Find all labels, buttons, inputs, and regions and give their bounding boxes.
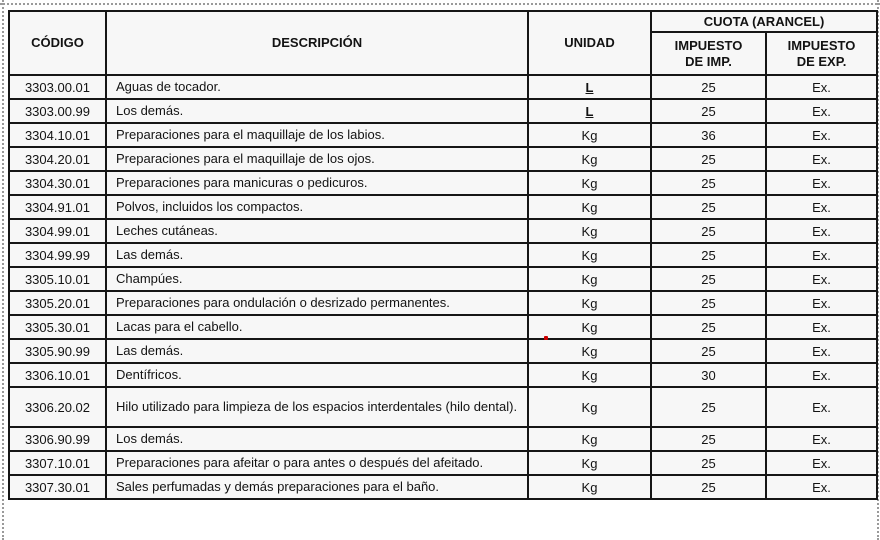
header-codigo: CÓDIGO — [9, 11, 106, 75]
code-cell: 3304.10.01 — [9, 123, 106, 147]
import-duty-cell: 25 — [651, 427, 766, 451]
table-row — [9, 339, 877, 363]
page-boundary-top — [0, 3, 880, 5]
export-duty-cell: Ex. — [766, 427, 877, 451]
red-annotation-dot — [544, 336, 548, 340]
header-descripcion: DESCRIPCIÓN — [106, 11, 528, 75]
import-duty-cell: 25 — [651, 315, 766, 339]
description-cell: Las demás. — [106, 243, 528, 267]
table-row — [9, 123, 877, 147]
export-duty-cell: Ex. — [766, 123, 877, 147]
unit-cell: L — [528, 99, 651, 123]
table-row — [9, 99, 877, 123]
code-cell: 3305.90.99 — [9, 339, 106, 363]
description-cell: Preparaciones para ondulación o desrizado permanentes. — [106, 291, 528, 315]
code-cell: 3306.10.01 — [9, 363, 106, 387]
import-duty-cell: 30 — [651, 363, 766, 387]
export-duty-cell: Ex. — [766, 315, 877, 339]
import-duty-cell: 25 — [651, 171, 766, 195]
table-row — [9, 363, 877, 387]
description-cell: Las demás. — [106, 339, 528, 363]
table-row — [9, 243, 877, 267]
unit-cell: Kg — [528, 219, 651, 243]
import-duty-cell: 25 — [651, 291, 766, 315]
description-cell: Preparaciones para afeitar o para antes o después del afeitado. — [106, 451, 528, 475]
description-cell: Champúes. — [106, 267, 528, 291]
table-row — [9, 387, 877, 427]
code-cell: 3306.90.99 — [9, 427, 106, 451]
unit-cell: Kg — [528, 475, 651, 499]
unit-cell: Kg — [528, 427, 651, 451]
unit-cell: Kg — [528, 363, 651, 387]
description-cell: Aguas de tocador. — [106, 75, 528, 99]
import-duty-cell: 25 — [651, 99, 766, 123]
code-cell: 3303.00.01 — [9, 75, 106, 99]
header-impuesto-exp-label: IMPUESTO DE EXP. — [787, 37, 856, 69]
unit-cell: Kg — [528, 147, 651, 171]
unit-cell: Kg — [528, 451, 651, 475]
unit-cell: Kg — [528, 291, 651, 315]
code-cell: 3303.00.99 — [9, 99, 106, 123]
table-row — [9, 291, 877, 315]
table-row — [9, 147, 877, 171]
unit-cell: Kg — [528, 171, 651, 195]
code-cell: 3304.91.01 — [9, 195, 106, 219]
code-cell: 3305.30.01 — [9, 315, 106, 339]
description-cell: Preparaciones para el maquillaje de los ojos. — [106, 147, 528, 171]
unit-cell: Kg — [528, 387, 651, 427]
unit-cell: L — [528, 75, 651, 99]
table-row — [9, 219, 877, 243]
code-cell: 3305.10.01 — [9, 267, 106, 291]
description-cell: Los demás. — [106, 99, 528, 123]
page-boundary-left — [2, 0, 4, 540]
import-duty-cell: 25 — [651, 475, 766, 499]
import-duty-cell: 25 — [651, 387, 766, 427]
tariff-table-body — [9, 75, 877, 499]
description-cell: Los demás. — [106, 427, 528, 451]
export-duty-cell: Ex. — [766, 387, 877, 427]
header-impuesto-imp-label: IMPUESTO DE IMP. — [674, 37, 743, 69]
table-row — [9, 195, 877, 219]
description-cell: Preparaciones para el maquillaje de los labios. — [106, 123, 528, 147]
table-header — [9, 11, 877, 75]
import-duty-cell: 25 — [651, 267, 766, 291]
unit-cell: Kg — [528, 267, 651, 291]
export-duty-cell: Ex. — [766, 363, 877, 387]
description-cell: Preparaciones para manicuras o pedicuros. — [106, 171, 528, 195]
header-impuesto-exp — [766, 32, 877, 75]
table-row — [9, 75, 877, 99]
tariff-table — [8, 10, 878, 500]
export-duty-cell: Ex. — [766, 267, 877, 291]
export-duty-cell: Ex. — [766, 243, 877, 267]
import-duty-cell: 36 — [651, 123, 766, 147]
export-duty-cell: Ex. — [766, 99, 877, 123]
description-cell: Polvos, incluidos los compactos. — [106, 195, 528, 219]
import-duty-cell: 25 — [651, 195, 766, 219]
table-row — [9, 267, 877, 291]
export-duty-cell: Ex. — [766, 339, 877, 363]
table-row — [9, 427, 877, 451]
code-cell: 3304.20.01 — [9, 147, 106, 171]
header-cuota-arancel: CUOTA (ARANCEL) — [651, 11, 877, 32]
code-cell: 3306.20.02 — [9, 387, 106, 427]
import-duty-cell: 25 — [651, 243, 766, 267]
header-unidad: UNIDAD — [528, 11, 651, 75]
import-duty-cell: 25 — [651, 147, 766, 171]
export-duty-cell: Ex. — [766, 195, 877, 219]
unit-cell: Kg — [528, 243, 651, 267]
description-cell: Leches cutáneas. — [106, 219, 528, 243]
export-duty-cell: Ex. — [766, 171, 877, 195]
unit-cell: Kg — [528, 195, 651, 219]
description-cell: Sales perfumadas y demás preparaciones para el baño. — [106, 475, 528, 499]
code-cell: 3307.10.01 — [9, 451, 106, 475]
export-duty-cell: Ex. — [766, 451, 877, 475]
description-cell: Hilo utilizado para limpieza de los espacios interdentales (hilo dental). — [106, 387, 528, 427]
export-duty-cell: Ex. — [766, 475, 877, 499]
export-duty-cell: Ex. — [766, 291, 877, 315]
import-duty-cell: 25 — [651, 219, 766, 243]
code-cell: 3304.99.99 — [9, 243, 106, 267]
export-duty-cell: Ex. — [766, 147, 877, 171]
code-cell: 3304.30.01 — [9, 171, 106, 195]
import-duty-cell: 25 — [651, 451, 766, 475]
unit-cell: Kg — [528, 315, 651, 339]
unit-cell: Kg — [528, 123, 651, 147]
import-duty-cell: 25 — [651, 75, 766, 99]
description-cell: Lacas para el cabello. — [106, 315, 528, 339]
table-row — [9, 475, 877, 499]
code-cell: 3307.30.01 — [9, 475, 106, 499]
header-impuesto-imp — [651, 32, 766, 75]
table-row — [9, 171, 877, 195]
export-duty-cell: Ex. — [766, 219, 877, 243]
unit-cell: Kg — [528, 339, 651, 363]
import-duty-cell: 25 — [651, 339, 766, 363]
code-cell: 3304.99.01 — [9, 219, 106, 243]
table-row — [9, 451, 877, 475]
description-cell: Dentífricos. — [106, 363, 528, 387]
export-duty-cell: Ex. — [766, 75, 877, 99]
code-cell: 3305.20.01 — [9, 291, 106, 315]
table-row — [9, 315, 877, 339]
